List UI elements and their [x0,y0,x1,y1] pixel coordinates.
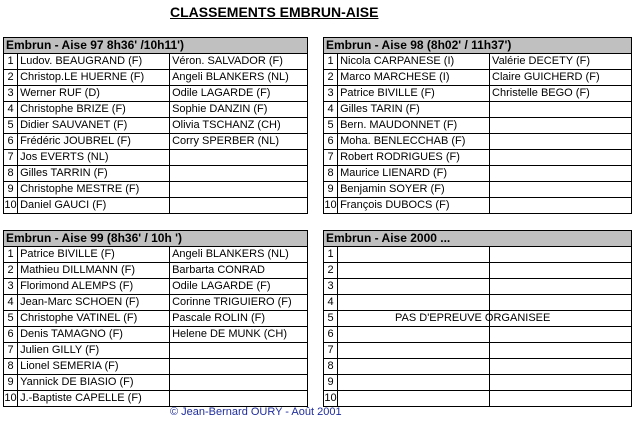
results-table-1998 [323,37,632,214]
women-cell[interactable]: Corinne TRIGUIERO (F) [170,295,308,311]
rank-cell[interactable]: 5 [4,311,18,327]
table-header[interactable]: Embrun - Aise 2000 ... [324,231,632,247]
men-cell[interactable]: Moha. BENLECCHAB (F) [338,134,490,150]
rank-cell[interactable]: 6 [4,327,18,343]
table-header-row [324,38,632,54]
women-cell[interactable]: Olivia TSCHANZ (CH) [170,118,308,134]
table-row [4,295,308,311]
rank-cell[interactable]: 6 [324,134,338,150]
rank-cell[interactable]: 8 [324,359,338,375]
rank-cell[interactable]: 2 [4,263,18,279]
women-cell[interactable] [490,279,632,295]
table-row [4,311,308,327]
rank-cell[interactable]: 7 [4,150,18,166]
women-cell[interactable] [490,247,632,263]
women-cell[interactable]: Corry SPERBER (NL) [170,134,308,150]
table-header-row [324,231,632,247]
women-cell[interactable]: Helene DE MUNK (CH) [170,327,308,343]
table-row [324,343,632,359]
women-cell[interactable] [490,391,632,407]
women-cell[interactable] [170,391,308,407]
men-cell[interactable]: Werner RUF (D) [18,86,170,102]
women-cell[interactable] [490,198,632,214]
rank-cell[interactable]: 3 [4,279,18,295]
page-title: CLASSEMENTS EMBRUN-AISE [170,4,379,20]
table-row [4,375,308,391]
women-cell[interactable]: Odile LAGARDE (F) [170,86,308,102]
men-cell[interactable]: Ludov. BEAUGRAND (F) [18,54,170,70]
table-row [4,150,308,166]
rank-cell[interactable]: 5 [324,118,338,134]
table-row [4,118,308,134]
men-cell[interactable] [338,247,490,263]
results-table-1997 [3,37,308,214]
men-cell[interactable]: Jos EVERTS (NL) [18,150,170,166]
men-cell[interactable]: Gilles TARRIN (F) [18,166,170,182]
men-cell[interactable]: J.-Baptiste CAPELLE (F) [18,391,170,407]
rank-cell[interactable]: 3 [324,86,338,102]
rank-cell[interactable]: 10 [4,391,18,407]
table-row [324,295,632,311]
rank-cell[interactable]: 5 [4,118,18,134]
men-cell[interactable]: Benjamin SOYER (F) [338,182,490,198]
table-row [324,198,632,214]
men-cell[interactable]: François DUBOCS (F) [338,198,490,214]
rank-cell[interactable]: 7 [324,150,338,166]
women-cell[interactable]: Sophie DANZIN (F) [170,102,308,118]
men-cell[interactable] [338,327,490,343]
results-table-1999 [3,230,308,407]
men-cell[interactable]: Nicola CARPANESE (I) [338,54,490,70]
rank-cell[interactable]: 4 [324,295,338,311]
women-cell[interactable]: Christelle BEGO (F) [490,86,632,102]
table-row [324,102,632,118]
rank-cell[interactable]: 7 [4,343,18,359]
table-row [4,279,308,295]
table-row [4,327,308,343]
table-row [4,182,308,198]
table-row [4,54,308,70]
women-cell[interactable]: Angeli BLANKERS (NL) [170,247,308,263]
rank-cell[interactable]: 3 [324,279,338,295]
women-cell[interactable] [170,198,308,214]
table-header-row [4,231,308,247]
men-cell[interactable]: Frédéric JOUBREL (F) [18,134,170,150]
men-cell[interactable]: Denis TAMAGNO (F) [18,327,170,343]
rank-cell[interactable]: 9 [4,182,18,198]
copyright-footer: © Jean-Bernard OURY - Août 2001 [170,406,342,418]
rank-cell[interactable]: 3 [4,86,18,102]
table-row [324,70,632,86]
men-cell[interactable]: Maurice LIENARD (F) [338,166,490,182]
women-cell[interactable] [170,359,308,375]
men-cell[interactable] [338,263,490,279]
table-row [4,102,308,118]
table-row [324,327,632,343]
table-row [4,166,308,182]
rank-cell[interactable]: 1 [4,54,18,70]
men-cell[interactable] [338,359,490,375]
table-row [324,134,632,150]
table-row [324,166,632,182]
rank-cell[interactable]: 1 [324,54,338,70]
table-row [324,263,632,279]
men-cell[interactable]: Daniel GAUCI (F) [18,198,170,214]
men-cell[interactable]: Christophe MESTRE (F) [18,182,170,198]
table-header[interactable]: Embrun - Aise 97 8h36' /10h11') [4,38,308,54]
table-row [4,86,308,102]
men-cell[interactable] [338,279,490,295]
women-cell[interactable] [490,295,632,311]
women-cell[interactable] [490,182,632,198]
table-row [324,54,632,70]
women-cell[interactable]: Pascale ROLIN (F) [170,311,308,327]
men-cell[interactable]: Christop.LE HUERNE (F) [18,70,170,86]
men-cell[interactable] [338,391,490,407]
women-cell[interactable] [490,118,632,134]
men-cell[interactable]: Christophe BRIZE (F) [18,102,170,118]
rank-cell[interactable]: 10 [324,391,338,407]
table-header[interactable]: Embrun - Aise 98 (8h02' / 11h37') [324,38,632,54]
women-cell[interactable] [490,263,632,279]
men-cell[interactable] [338,343,490,359]
rank-cell[interactable]: 9 [324,182,338,198]
rank-cell[interactable]: 1 [324,247,338,263]
rank-cell[interactable]: 4 [324,102,338,118]
women-cell[interactable] [170,343,308,359]
rank-cell[interactable]: 8 [4,166,18,182]
table-row [324,86,632,102]
table-row [4,391,308,407]
table-row [4,343,308,359]
table-row [324,391,632,407]
women-cell[interactable] [170,182,308,198]
table-row [4,198,308,214]
men-cell[interactable]: Florimond ALEMPS (F) [18,279,170,295]
table-row [4,134,308,150]
women-cell[interactable] [490,150,632,166]
women-cell[interactable] [490,327,632,343]
women-cell[interactable]: Valérie DECETY (F) [490,54,632,70]
men-cell[interactable] [338,375,490,391]
table-row [324,150,632,166]
table-row [324,375,632,391]
rank-cell[interactable]: 10 [324,198,338,214]
men-cell[interactable]: Robert RODRIGUES (F) [338,150,490,166]
rank-cell[interactable]: 9 [324,375,338,391]
women-cell[interactable]: Barbarta CONRAD [170,263,308,279]
women-cell[interactable] [170,375,308,391]
women-cell[interactable] [170,150,308,166]
women-cell[interactable] [490,343,632,359]
no-event-note: PAS D'EPREUVE ORGANISEE [395,312,551,324]
rank-cell[interactable]: 8 [4,359,18,375]
women-cell[interactable] [490,102,632,118]
women-cell[interactable]: Claire GUICHERD (F) [490,70,632,86]
men-cell[interactable]: Lionel SEMERIA (F) [18,359,170,375]
rank-cell[interactable]: 6 [324,327,338,343]
women-cell[interactable]: Véron. SALVADOR (F) [170,54,308,70]
table-row [324,247,632,263]
rank-cell[interactable]: 7 [324,343,338,359]
rank-cell[interactable]: 4 [4,102,18,118]
rank-cell[interactable]: 6 [4,134,18,150]
table-row [4,359,308,375]
table-header[interactable]: Embrun - Aise 99 (8h36' / 10h ') [4,231,308,247]
women-cell[interactable]: Odile LAGARDE (F) [170,279,308,295]
rank-cell[interactable]: 8 [324,166,338,182]
men-cell[interactable]: Mathieu DILLMANN (F) [18,263,170,279]
table-row [4,263,308,279]
rank-cell[interactable]: 5 [324,311,338,327]
rank-cell[interactable]: 2 [324,70,338,86]
men-cell[interactable] [338,295,490,311]
women-cell[interactable] [170,166,308,182]
table-row [324,118,632,134]
men-cell[interactable]: Didier SAUVANET (F) [18,118,170,134]
men-cell[interactable]: Patrice BIVILLE (F) [18,247,170,263]
table-header-row [4,38,308,54]
table-row [324,182,632,198]
rank-cell[interactable]: 4 [4,295,18,311]
rank-cell[interactable]: 2 [4,70,18,86]
women-cell[interactable] [490,166,632,182]
women-cell[interactable] [490,134,632,150]
table-row [324,279,632,295]
men-cell[interactable]: Patrice BIVILLE (F) [338,86,490,102]
table-row [4,247,308,263]
men-cell[interactable]: Marco MARCHESE (I) [338,70,490,86]
rank-cell[interactable]: 1 [4,247,18,263]
men-cell[interactable]: Jean-Marc SCHOEN (F) [18,295,170,311]
men-cell[interactable]: Yannick DE BIASIO (F) [18,375,170,391]
women-cell[interactable] [490,375,632,391]
table-row [4,70,308,86]
table-row [324,359,632,375]
rank-cell[interactable]: 2 [324,263,338,279]
rank-cell[interactable]: 10 [4,198,18,214]
rank-cell[interactable]: 9 [4,375,18,391]
men-cell[interactable]: Bern. MAUDONNET (F) [338,118,490,134]
men-cell[interactable]: Gilles TARIN (F) [338,102,490,118]
men-cell[interactable]: Julien GILLY (F) [18,343,170,359]
women-cell[interactable]: Angeli BLANKERS (NL) [170,70,308,86]
women-cell[interactable] [490,359,632,375]
men-cell[interactable]: Christophe VATINEL (F) [18,311,170,327]
